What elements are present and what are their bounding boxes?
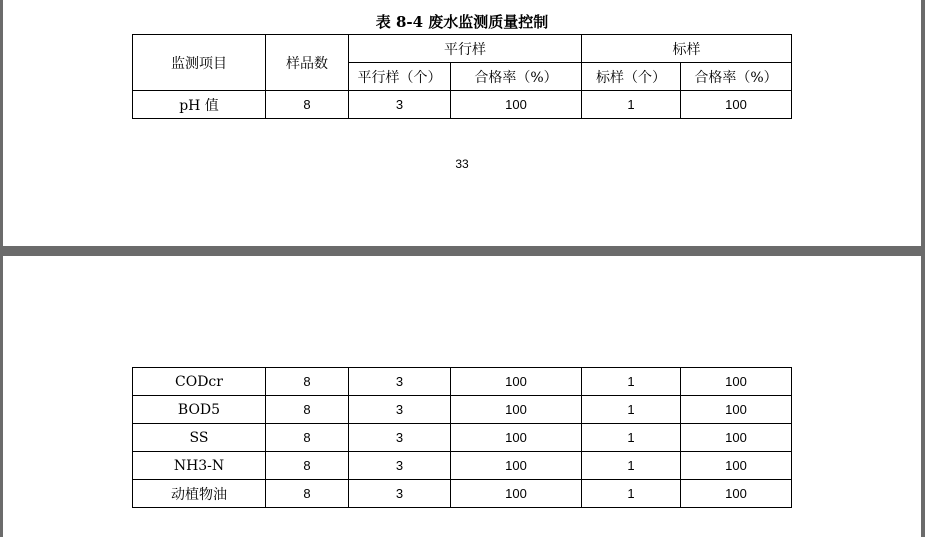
header-sample-count: 样品数 <box>266 35 349 91</box>
row-standard-count: 1 <box>582 424 681 452</box>
row-parallel-count: 3 <box>349 91 451 119</box>
row-standard-count: 1 <box>582 452 681 480</box>
row-samples: 8 <box>266 480 349 508</box>
document-page-2 <box>3 256 921 537</box>
page-number: 33 <box>455 157 469 171</box>
table-row <box>133 424 792 452</box>
header-parallel-count: 平行样（个） <box>349 63 451 91</box>
row-item: SS <box>133 424 266 452</box>
row-item: pH 值 <box>133 91 266 119</box>
table-row <box>133 91 792 119</box>
row-parallel-rate: 100 <box>451 396 582 424</box>
table-row <box>133 396 792 424</box>
row-parallel-count: 3 <box>349 452 451 480</box>
table-header-row <box>133 35 792 63</box>
row-parallel-count: 3 <box>349 396 451 424</box>
row-standard-count: 1 <box>582 396 681 424</box>
header-standard-rate: 合格率（%） <box>681 63 792 91</box>
row-standard-rate: 100 <box>681 91 792 119</box>
row-standard-rate: 100 <box>681 396 792 424</box>
row-samples: 8 <box>266 91 349 119</box>
row-parallel-count: 3 <box>349 424 451 452</box>
row-parallel-count: 3 <box>349 368 451 396</box>
header-standard-count: 标样（个） <box>582 63 681 91</box>
row-samples: 8 <box>266 396 349 424</box>
header-parallel-rate: 合格率（%） <box>451 63 582 91</box>
table-row <box>133 368 792 396</box>
table-row <box>133 452 792 480</box>
document-page-1 <box>3 0 921 246</box>
header-parallel: 平行样 <box>349 35 582 63</box>
row-parallel-rate: 100 <box>451 480 582 508</box>
row-parallel-rate: 100 <box>451 368 582 396</box>
table-title: 表 8-4 废水监测质量控制 <box>375 13 549 31</box>
row-standard-rate: 100 <box>681 424 792 452</box>
row-standard-rate: 100 <box>681 480 792 508</box>
table-row <box>133 480 792 508</box>
row-standard-count: 1 <box>582 368 681 396</box>
row-item: BOD5 <box>133 396 266 424</box>
row-parallel-rate: 100 <box>451 424 582 452</box>
header-item: 监测项目 <box>133 35 266 91</box>
header-standard: 标样 <box>582 35 792 63</box>
row-standard-count: 1 <box>582 480 681 508</box>
row-standard-rate: 100 <box>681 452 792 480</box>
row-parallel-rate: 100 <box>451 452 582 480</box>
row-standard-count: 1 <box>582 91 681 119</box>
quality-control-table-continued <box>132 367 792 508</box>
quality-control-table <box>132 34 792 119</box>
row-item: 动植物油 <box>133 480 266 508</box>
row-parallel-rate: 100 <box>451 91 582 119</box>
row-samples: 8 <box>266 452 349 480</box>
row-samples: 8 <box>266 368 349 396</box>
row-standard-rate: 100 <box>681 368 792 396</box>
row-item: NH3-N <box>133 452 266 480</box>
row-samples: 8 <box>266 424 349 452</box>
row-parallel-count: 3 <box>349 480 451 508</box>
row-item: CODcr <box>133 368 266 396</box>
